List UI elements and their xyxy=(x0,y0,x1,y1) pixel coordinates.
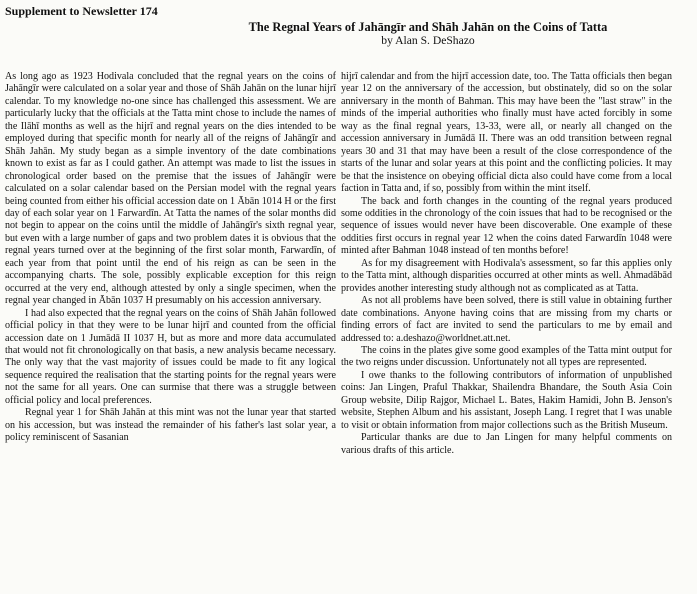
paragraph: hijrī calendar and from the hijrī accession date, too. The Tatta officials then began year 12 on the anniversary of the accession, but obstinately, did so on the solar anniversary in the month of Bahman. This may have been the "last straw" in the minds of the imperial authorities who finally must have acted forcibly in some way as the final regnal years, 13-33, were all, or nearly all changed on the accession anniversary in Jumādā II. There was an odd transition between regnal years 30 and 31 that may have been a result of the close correspondence of the starts of the lunar and solar years at this point and the conflicting policies. It may be that the insistence on obeying official dicta also could have come from a local faction in Tatta and, if so, possibly from within the mint itself. xyxy=(341,71,672,195)
article-title: The Regnal Years of Jahāngīr and Shāh Jahān on the Coins of Tatta xyxy=(248,20,608,34)
paragraph: Regnal year 1 for Shāh Jahān at this mint was not the lunar year that started on his accession, but was instead the remainder of his father's last solar year, a policy reminiscent of Sasanian xyxy=(5,407,336,444)
paragraph: Particular thanks are due to Jan Lingen for many helpful comments on various drafts of this article. xyxy=(341,432,672,456)
paragraph: I had also expected that the regnal years on the coins of Shāh Jahān followed official policy in that they were to be lunar hijrī and counted from the official accession date on 1 Jumādā II 1037 H, but as more and more data accumulated that would not fit chronologically on that basis, a new analysis became necessary. The only way that the vast majority of issues could be made to fit any logical sequence required the realisation that the starting points for the regnal years were not the same for all years. One can surmise that there was a struggle between official policy and local preferences. xyxy=(5,307,336,406)
paragraph: The back and forth changes in the counting of the regnal years produced some oddities in the chronology of the coin issues that had to be recognised or the sequence of issues would never have been discoverable. One example of these oddities first occurs in regnal year 12 when the coins dated Farwardīn 1048 were minted after Bahman 1048 instead of ten months before! xyxy=(341,195,672,257)
paragraph: As long ago as 1923 Hodivala concluded that the regnal years on the coins of Jahāngīr were calculated on a solar year and those of Shāh Jahān on the lunar hijrī calendar. To my knowledge no-one since has challenged this assessment. We are particularly lucky that the officials at the Tatta mint chose to include the names of the Ilāhī months as well as the hijrī and regnal years on the dies intended to be employed during that specific month for nearly all of the reigns of Jahāngīr and Shāh Jahān. My study began as a simple inventory of the date combinations known to exist as far as I could gather. An attempt was made to list the issues in chronological order based on the premise that the issues of Jahāngīr were calculated on a solar calendar based on the Persian model with the regnal years being counted from either his official accession date on 1 Ābān 1014 H or the first day of each solar year on 1 Farwardīn. At Tatta the names of the solar months did not begin to appear on the coins until the middle of Jahāngīr's sixth regnal year, but even with a large number of gaps and two problem dates it is obvious that the regnal years turned over at the beginning of the first solar month, Farwardīn, of each year from that point until the end of his reign as can be seen in the accompanying charts. The sole, possibly explicable exception for this reign occurred at the very end, although attested by only a single specimen, when the regnal year changed in Ābān 1037 H presumably on his accession anniversary. xyxy=(5,71,336,307)
left-column xyxy=(5,71,336,445)
supplement-header: Supplement to Newsletter 174 xyxy=(5,4,158,18)
paragraph: I owe thanks to the following contributors of information of unpublished coins: Jan Lingen, Praful Thakkar, Shailendra Bhandare, the South Asia Coin Group website, Dilip Rajgor, Michael L. Bates, Hakim Hamidi, John B. Jenson's website, Stephen Album and his assistant, Joseph Lang. I regret that I was unable to visit or obtain information from major collections such as the British Museum. xyxy=(341,369,672,431)
right-column xyxy=(341,71,672,457)
paragraph: The coins in the plates give some good examples of the Tatta mint output for the two reigns under discussion. Unfortunately not all types are represented. xyxy=(341,344,672,369)
paragraph: As for my disagreement with Hodivala's assessment, so far this applies only to the Tatta mint, although disparities occurred at other mints as well. Ahmadābād provides another interesting study although not as complicated as at Tatta. xyxy=(341,257,672,294)
paragraph: As not all problems have been solved, there is still value in obtaining further date combinations. Anyone having coins that are missing from my charts or finding errors of fact are invited to send the particulars to me by email and addressed to: a.deshazo@worldnet.att.net. xyxy=(341,295,672,344)
article-author: by Alan S. DeShazo xyxy=(381,34,475,47)
